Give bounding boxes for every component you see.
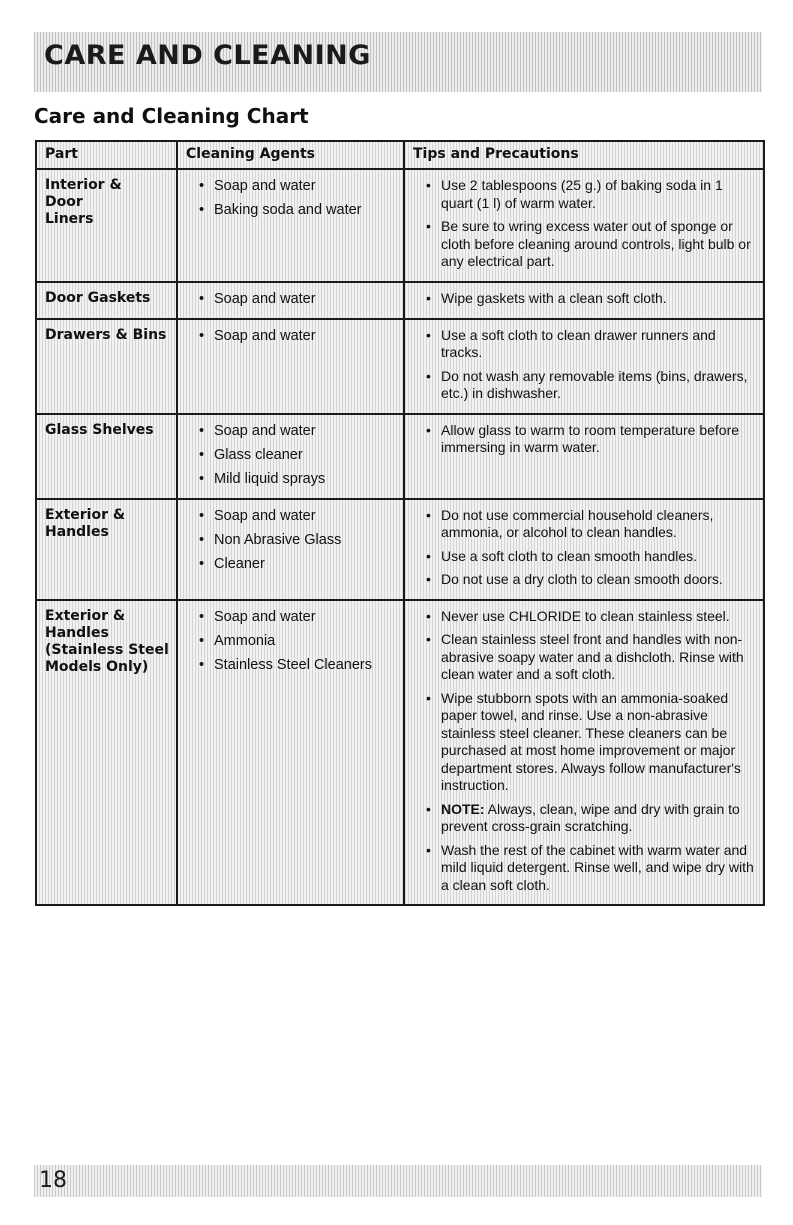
table-row: [36, 414, 764, 499]
chart-title: Care and Cleaning Chart: [34, 104, 309, 128]
tip-item: • Wipe gaskets with a clean soft cloth.: [441, 290, 757, 308]
table-row: [36, 169, 764, 282]
tip-item: • Do not wash any removable items (bins, drawers, etc.) in dishwasher.: [441, 368, 757, 403]
page-footer-bar: [34, 1165, 762, 1197]
agents-cell: [177, 319, 404, 414]
table-row: [36, 499, 764, 600]
part-name-line: Handles: [45, 523, 109, 540]
part-cell: [36, 600, 177, 906]
agent-item: • Glass cleaner: [214, 446, 397, 464]
part-cell: [36, 169, 177, 282]
agent-item: • Soap and water: [214, 327, 397, 345]
part-name-line: (Stainless Steel: [45, 641, 169, 658]
tip-item: • Do not use commercial household cleaners, ammonia, or alcohol to clean handles.: [441, 507, 757, 542]
section-title: CARE AND CLEANING: [44, 40, 371, 71]
table-row: [36, 282, 764, 319]
agent-item: • Soap and water: [214, 507, 397, 525]
tip-item: • Clean stainless steel front and handles with non-abrasive soapy water and a dishcloth. Rinse with clean water and a soft cloth.: [441, 631, 757, 684]
care-cleaning-table: [35, 140, 765, 906]
part-name-line: Handles: [45, 624, 109, 641]
agent-item: • Baking soda and water: [214, 201, 397, 219]
agents-cell: [177, 169, 404, 282]
section-banner: [34, 32, 762, 92]
table-row: [36, 319, 764, 414]
agent-item: • Cleaner: [214, 555, 397, 573]
part-name-line: Models Only): [45, 658, 149, 675]
tips-cell: [404, 169, 764, 282]
table-header-row: [36, 141, 764, 169]
agent-item: • Stainless Steel Cleaners: [214, 656, 397, 674]
agents-cell: [177, 499, 404, 600]
part-cell: [36, 414, 177, 499]
agent-item: • Soap and water: [214, 290, 397, 308]
part-cell: [36, 282, 177, 319]
tips-cell: [404, 414, 764, 499]
tip-item: • Wash the rest of the cabinet with warm water and mild liquid detergent. Rinse well, and wipe dry with a clean soft cloth.: [441, 842, 757, 895]
part-name-line: Interior &: [45, 177, 122, 193]
agent-item: • Mild liquid sprays: [214, 470, 397, 488]
agent-item: • Soap and water: [214, 422, 397, 440]
part-name-line: Exterior &: [45, 506, 126, 523]
column-header-tips: Tips and Precautions: [404, 141, 764, 169]
page-number: 18: [39, 1168, 67, 1193]
tips-cell: [404, 499, 764, 600]
part-name-line: Liners: [45, 211, 94, 227]
agent-item: • Non Abrasive Glass: [214, 531, 397, 549]
part-cell: [36, 319, 177, 414]
agents-cell: [177, 600, 404, 906]
part-cell: [36, 499, 177, 600]
agent-item: • Soap and water: [214, 608, 397, 626]
tips-cell: [404, 319, 764, 414]
tip-item: • Allow glass to warm to room temperature before immersing in warm water.: [441, 422, 757, 457]
agents-cell: [177, 414, 404, 499]
note-label: NOTE:: [441, 800, 485, 817]
tip-item: • Wipe stubborn spots with an ammonia-soaked paper towel, and rinse. Use a non-abrasive stainless steel cleaner. These cleaners can be purchased at most home improvement or major department stores. Always follow manufacturer's instruction.: [441, 690, 757, 795]
tip-item: • Use a soft cloth to clean drawer runners and tracks.: [441, 327, 757, 362]
table-row: [36, 600, 764, 906]
tip-item: • Never use CHLORIDE to clean stainless steel.: [441, 608, 757, 626]
part-name-line: Door: [45, 194, 83, 210]
column-header-part: Part: [36, 141, 177, 169]
agent-item: • Soap and water: [214, 177, 397, 195]
part-name-line: Door Gaskets: [45, 289, 151, 306]
column-header-cleaning-agents: Cleaning Agents: [177, 141, 404, 169]
tips-cell: [404, 600, 764, 906]
part-name-line: Drawers & Bins: [45, 326, 167, 343]
agents-cell: [177, 282, 404, 319]
part-name-line: Exterior &: [45, 607, 126, 624]
tip-item: • Use 2 tablespoons (25 g.) of baking soda in 1 quart (1 l) of warm water.: [441, 177, 757, 212]
tip-item: • Use a soft cloth to clean smooth handles.: [441, 548, 757, 566]
note-text: Always, clean, wipe and dry with grain to prevent cross-grain scratching.: [441, 800, 740, 834]
tip-item: • Do not use a dry cloth to clean smooth doors.: [441, 571, 757, 589]
tip-item: • Be sure to wring excess water out of sponge or cloth before cleaning around controls, light bulb or any electrical part.: [441, 218, 757, 271]
tips-cell: [404, 282, 764, 319]
agent-item: • Ammonia: [214, 632, 397, 650]
tip-item-note: [441, 801, 757, 836]
part-name-line: Glass Shelves: [45, 421, 154, 438]
